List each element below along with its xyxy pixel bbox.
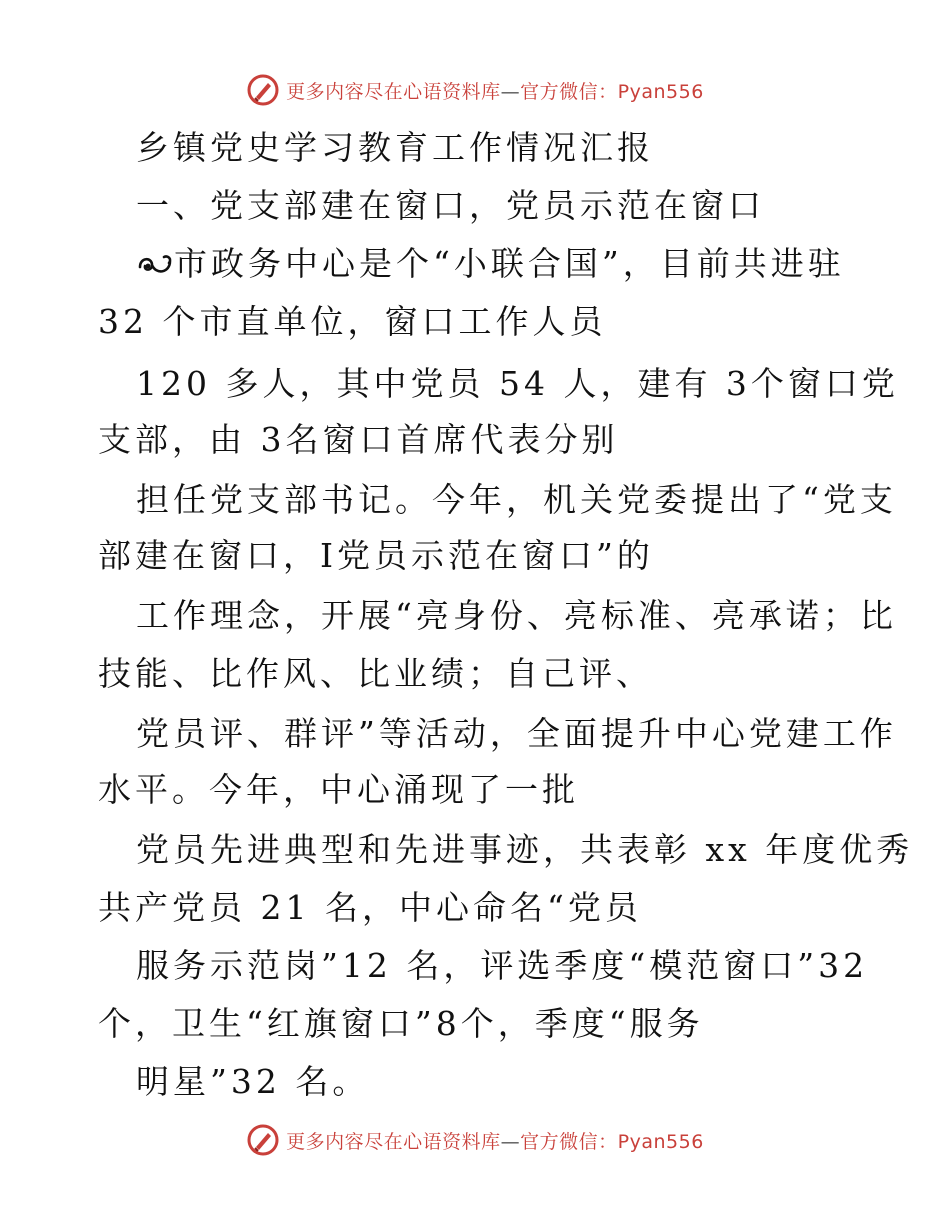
paragraph-line: 工作理念，开展“亮身份、亮标准、亮承诺；比 bbox=[136, 596, 897, 635]
paragraph-line: 个，卫生“红旗窗口”8个，季度“服务 bbox=[98, 1004, 704, 1043]
section-heading: 一、党支部建在窗口，党员示范在窗口 bbox=[136, 186, 765, 225]
watermark-wechat: 官方微信：Pyan556 bbox=[520, 1130, 704, 1153]
ornament-swirl-icon bbox=[136, 249, 174, 279]
watermark-main: 更多内容尽在心语资料库 bbox=[286, 80, 501, 103]
paragraph-line: 服务示范岗”12 名，评选季度“模范窗口”32 bbox=[136, 946, 869, 985]
header-watermark bbox=[0, 70, 950, 110]
paragraph-line bbox=[136, 244, 845, 284]
paragraph-line: 支部，由 3名窗口首席代表分别 bbox=[98, 420, 619, 459]
paragraph-line: 水平。今年，中心涌现了一批 bbox=[98, 770, 579, 809]
paragraph-line-text: 市政务中心是个“小联合国”，目前共进驻 bbox=[174, 244, 845, 283]
paragraph-line: 明星”32 名。 bbox=[136, 1062, 370, 1101]
watermark-text bbox=[286, 77, 704, 104]
paragraph-line: 32 个市直单位，窗口工作人员 bbox=[98, 302, 607, 341]
document-title: 乡镇党史学习教育工作情况汇报 bbox=[136, 128, 654, 167]
footer-watermark bbox=[0, 1120, 950, 1160]
paragraph-line: 党员评、群评”等活动，全面提升中心党建工作 bbox=[136, 714, 897, 753]
paragraph-line: 共产党员 21 名，中心命名“党员 bbox=[98, 888, 642, 927]
watermark-dash: — bbox=[500, 80, 521, 103]
watermark-wechat: 官方微信：Pyan556 bbox=[520, 80, 704, 103]
paragraph-line: 担任党支部书记。今年，机关党委提出了“党支 bbox=[136, 480, 897, 519]
header-watermark-inner bbox=[246, 73, 704, 107]
paragraph-line: 部建在窗口，I党员示范在窗口”的 bbox=[98, 536, 654, 575]
paragraph-line: 120 多人，其中党员 54 人，建有 3个窗口党 bbox=[136, 364, 899, 403]
footer-watermark-inner bbox=[246, 1123, 704, 1157]
paragraph-line: 党员先进典型和先进事迹，共表彰 xx 年度优秀 bbox=[136, 830, 914, 869]
pen-nib-circle-logo-icon bbox=[246, 73, 280, 107]
pen-nib-circle-logo-icon bbox=[246, 1123, 280, 1157]
watermark-dash: — bbox=[500, 1130, 521, 1153]
watermark-main: 更多内容尽在心语资料库 bbox=[286, 1130, 501, 1153]
watermark-text bbox=[286, 1127, 704, 1154]
paragraph-line: 技能、比作风、比业绩；自己评、 bbox=[98, 654, 653, 693]
